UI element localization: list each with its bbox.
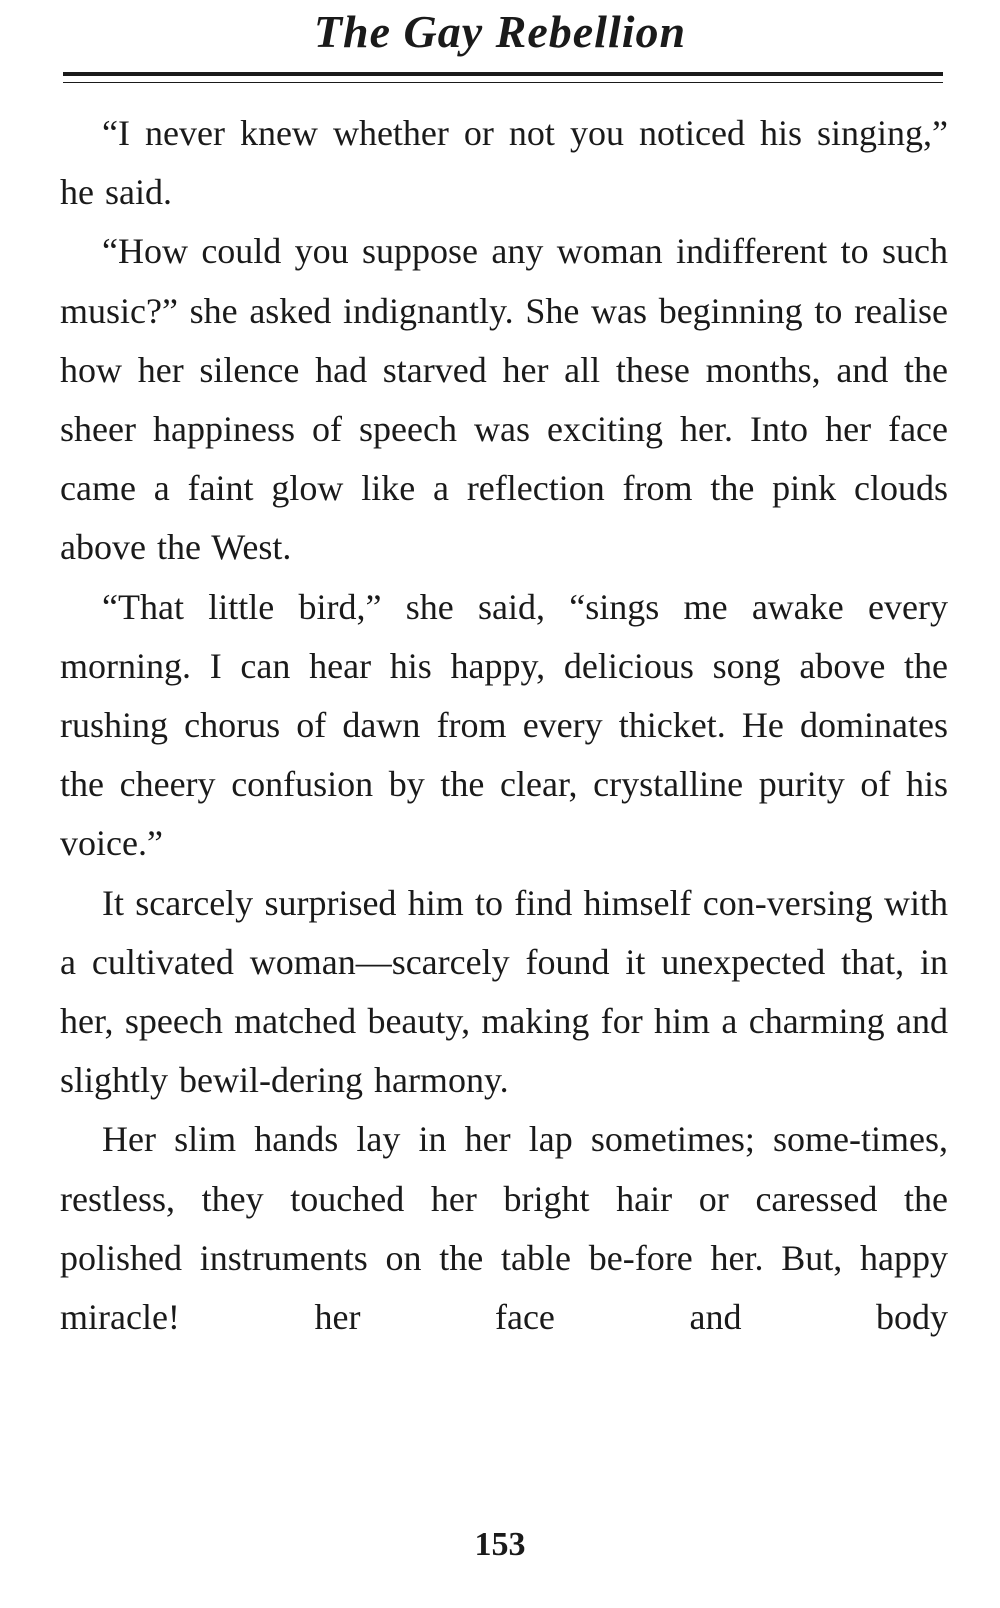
text-line: caressed the polished instruments on the table be- [60,1178,948,1278]
text-line: confusion by the clear, crystalline purity of his [231,764,949,805]
text-line: beginning to realise how her silence had starved [60,290,949,390]
text-line: “How could you suppose any woman indifferent [102,231,828,272]
text-line: making for him a charming and slightly bewil- [60,1001,948,1101]
text-line: dering harmony. [271,1060,509,1101]
header-rule-thick [63,72,943,76]
text-line: delicious song above the rushing chorus of dawn [60,645,949,746]
paragraph-3 [60,578,948,874]
text-line: times, restless, they touched her bright hair or [60,1119,948,1219]
text-line: awake every morning. I can hear his happy, [60,586,948,686]
text-line: voice.” [60,823,163,864]
text-line: fore her. But, happy miracle! her face and body [60,1237,948,1338]
running-title: The Gay Rebellion [313,6,687,57]
paragraph-4 [60,874,948,1111]
text-line: “That little bird,” she said, “sings me [102,586,728,627]
page-number: 153 [474,1526,526,1563]
text-line: It scarcely surprised him to find himself con- [102,882,767,923]
text-line: “I never knew whether or not you noticed his [102,113,802,153]
text-line: her all these months, and the sheer happiness of [60,349,949,450]
text-line: above the West. [60,527,292,568]
text-line: faint glow like a reflection from the pink clouds [187,468,948,509]
header-rule-thin [63,82,943,83]
text-line: singing,” he said. [60,113,949,213]
text-line: it unexpected that, in her, speech matched beauty, [60,941,949,1042]
text-line: from every thicket. He dominates the cheery [60,705,948,805]
text-line: versing with a cultivated woman—scarcely found [60,882,949,982]
text-line: speech was exciting her. Into her face came a [60,409,949,509]
text-line: Her slim hands lay in her lap sometimes; some- [102,1119,861,1160]
text-line: to such music?” she asked indignantly. She was [60,231,948,331]
body-text [60,104,948,1347]
paragraph-5 [60,1110,948,1347]
paragraph-1 [60,104,948,222]
paragraph-2 [60,222,948,577]
